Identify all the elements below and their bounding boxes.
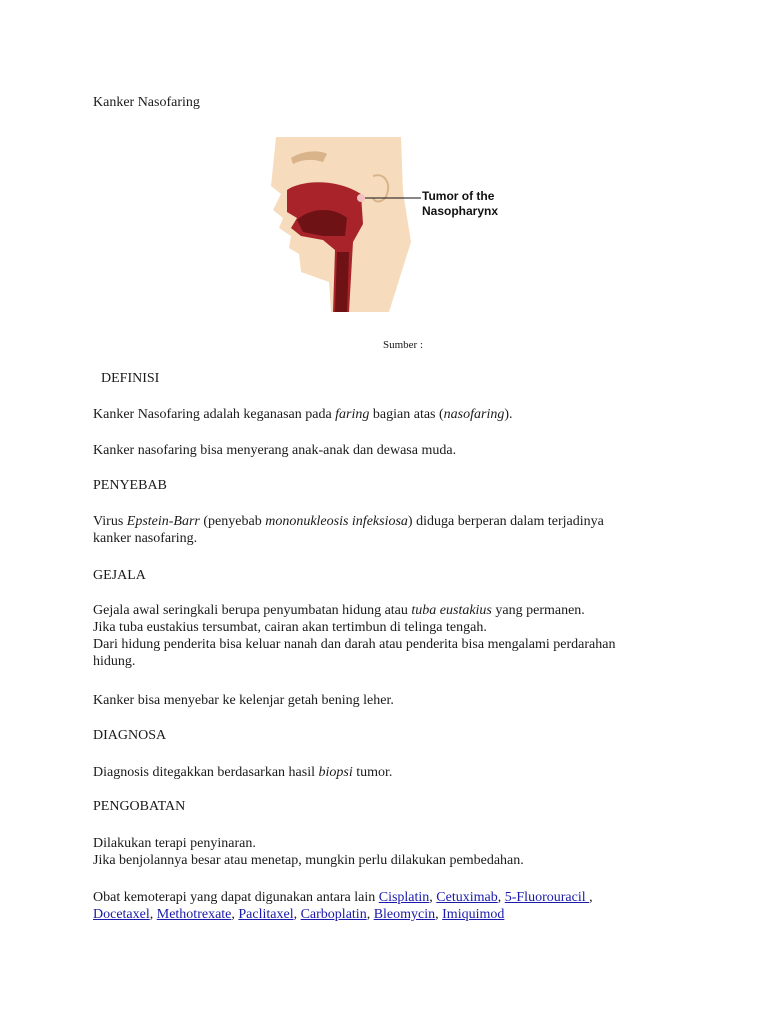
document-title: Kanker Nasofaring bbox=[93, 95, 200, 110]
pengobatan-paragraph-1: Dilakukan terapi penyinaran. Jika benjolannya besar atau menetap, mungkin perlu dilakukan pembedahan. bbox=[93, 836, 524, 868]
heading-gejala: GEJALA bbox=[93, 568, 146, 583]
gejala-paragraph-2: Kanker bisa menyebar ke kelenjar getah bening leher. bbox=[93, 693, 394, 708]
link-docetaxel[interactable]: Docetaxel bbox=[93, 907, 150, 922]
link-paclitaxel[interactable]: Paclitaxel bbox=[238, 907, 294, 922]
link-cetuximab[interactable]: Cetuximab bbox=[436, 890, 498, 905]
pengobatan-drug-list: Obat kemoterapi yang dapat digunakan antara lain Cisplatin, Cetuximab, 5-Fluorouracil , Docetaxel, Methotrexate, Paclitaxel, Carboplatin, Bleomycin, Imiquimod bbox=[93, 890, 593, 922]
link-bleomycin[interactable]: Bleomycin bbox=[373, 907, 436, 922]
figure-caption: Sumber : bbox=[382, 339, 424, 351]
figure-label-line1: Tumor of the bbox=[422, 189, 495, 203]
gejala-paragraph-1: Gejala awal seringkali berupa penyumbatan hidung atau tuba eustakius yang permanen. Jika tuba eustakius tersumbat, cairan akan tertimbun di telinga tengah. Dari hidung penderita bisa keluar nanah dan darah atau penderita bisa mengalami perdarahan hidung. bbox=[93, 603, 616, 669]
heading-pengobatan: PENGOBATAN bbox=[93, 799, 186, 814]
heading-definisi: DEFINISI bbox=[101, 371, 160, 386]
diagnosa-paragraph: Diagnosis ditegakkan berdasarkan hasil biopsi tumor. bbox=[93, 765, 393, 780]
definisi-paragraph-1: Kanker Nasofaring adalah keganasan pada faring bagian atas (nasofaring). bbox=[93, 407, 513, 422]
heading-diagnosa: DIAGNOSA bbox=[93, 728, 167, 743]
link-methotrexate[interactable]: Methotrexate bbox=[156, 907, 232, 922]
link-carboplatin[interactable]: Carboplatin bbox=[300, 907, 367, 922]
link-5-fluorouracil[interactable]: 5-Fluorouracil bbox=[504, 890, 590, 905]
link-imiquimod[interactable]: Imiquimod bbox=[442, 907, 505, 922]
penyebab-paragraph: Virus Epstein-Barr (penyebab mononukleosis infeksiosa) diduga berperan dalam terjadinya kanker nasofaring. bbox=[93, 514, 604, 546]
heading-penyebab: PENYEBAB bbox=[93, 478, 167, 493]
head-cross-section-icon bbox=[261, 132, 511, 317]
link-cisplatin[interactable]: Cisplatin bbox=[378, 890, 430, 905]
figure-label-line2: Nasopharynx bbox=[422, 204, 499, 218]
nasopharynx-illustration bbox=[261, 132, 511, 317]
definisi-paragraph-2: Kanker nasofaring bisa menyerang anak-anak dan dewasa muda. bbox=[93, 443, 457, 458]
